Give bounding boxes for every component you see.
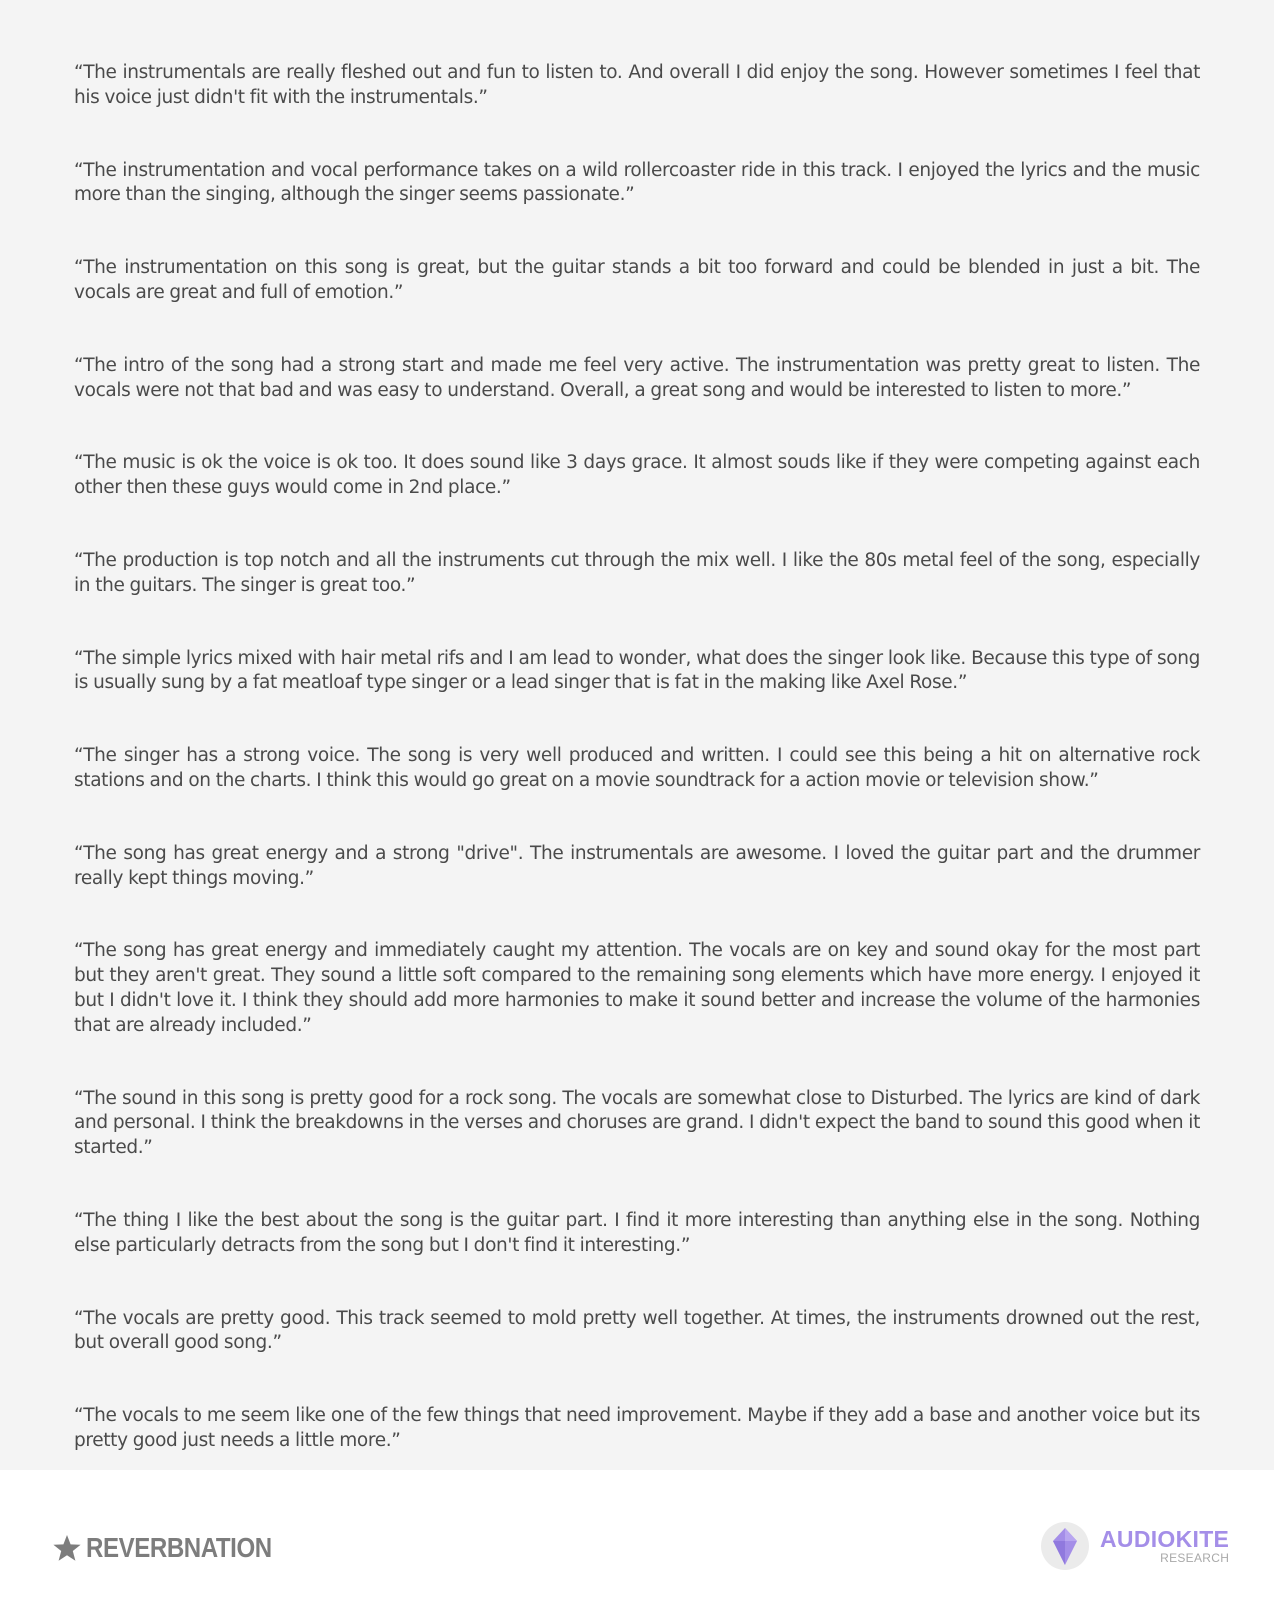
reverbnation-logo	[52, 1530, 302, 1566]
audiokite-wordmark	[1100, 1528, 1229, 1564]
audiokite-subtitle: RESEARCH	[1160, 1551, 1230, 1565]
quote: “The song has great energy and immediately caught my attention. The vocals are on key and sound okay for the most part but they aren't great. They sound a little soft compared to the remaining song elements which have more energy. I enjoyed it but I didn't love it. I think they should add more harmonies to make it sound better and increase the volume of the harmonies that are already included.”	[74, 940, 1200, 1036]
reverbnation-logo-text: REVERBNATION	[86, 1532, 272, 1563]
quote: “The song has great energy and a strong "drive". The instrumentals are awesome. I loved the guitar part and the drummer really kept things moving.”	[74, 842, 1200, 889]
quote: “The instrumentation and vocal performance takes on a wild rollercoaster ride in this track. I enjoyed the lyrics and the music more than the singing, although the singer seems passionate.”	[74, 159, 1200, 206]
quote-list	[74, 61, 1200, 1454]
audiokite-name: AUDIOKITE	[1100, 1526, 1230, 1552]
kite-gem-icon	[1040, 1521, 1090, 1571]
quote: “The sound in this song is pretty good for a rock song. The vocals are somewhat close to Disturbed. The lyrics are kind of dark and personal. I think the breakdowns in the verses and choruses are grand. I didn't expect the band to sound this good when it started.”	[74, 1087, 1200, 1159]
quote: “The instrumentals are really fleshed out and fun to listen to. And overall I did enjoy the song. However sometimes I feel that his voice just didn't fit with the instrumentals.”	[74, 62, 1200, 108]
quote: “The singer has a strong voice. The song is very well produced and written. I could see this being a hit on alternative rock stations and on the charts. I think this would go great on a movie soundtrack for a action movie or television show.”	[74, 745, 1200, 791]
quote: “The production is top notch and all the instruments cut through the mix well. I like the 80s metal feel of the song, especially in the guitars. The singer is great too.”	[74, 549, 1200, 596]
quote: “The thing I like the best about the song is the guitar part. I find it more interesting than anything else in the song. Nothing else particularly detracts from the song but I don't find it interesting.”	[74, 1209, 1200, 1256]
quote: “The intro of the song had a strong start and made me feel very active. The instrumentation was pretty great to listen. The vocals were not that bad and was easy to understand. Overall, a great song and would be interested to listen to more.”	[74, 354, 1200, 401]
quote: “The simple lyrics mixed with hair metal rifs and I am lead to wonder, what does the singer look like. Because this type of song is usually sung by a fat meatloaf type singer or a lead singer that is fat in the making like Axel Rose.”	[74, 647, 1200, 694]
quote: “The vocals are pretty good. This track seemed to mold pretty well together. At times, the instruments drowned out the rest, but overall good song.”	[74, 1307, 1200, 1354]
audiokite-logo	[1040, 1520, 1229, 1572]
quote: “The music is ok the voice is ok too. It does sound like 3 days grace. It almost souds like if they were competing against each other then these guys would come in 2nd place.”	[74, 452, 1200, 499]
star-icon	[52, 1534, 82, 1562]
quote: “The vocals to me seem like one of the few things that need improvement. Maybe if they add a base and another voice but its pretty good just needs a little more.”	[74, 1405, 1200, 1451]
quote: “The instrumentation on this song is great, but the guitar stands a bit too forward and could be blended in just a bit. The vocals are great and full of emotion.”	[74, 257, 1200, 303]
